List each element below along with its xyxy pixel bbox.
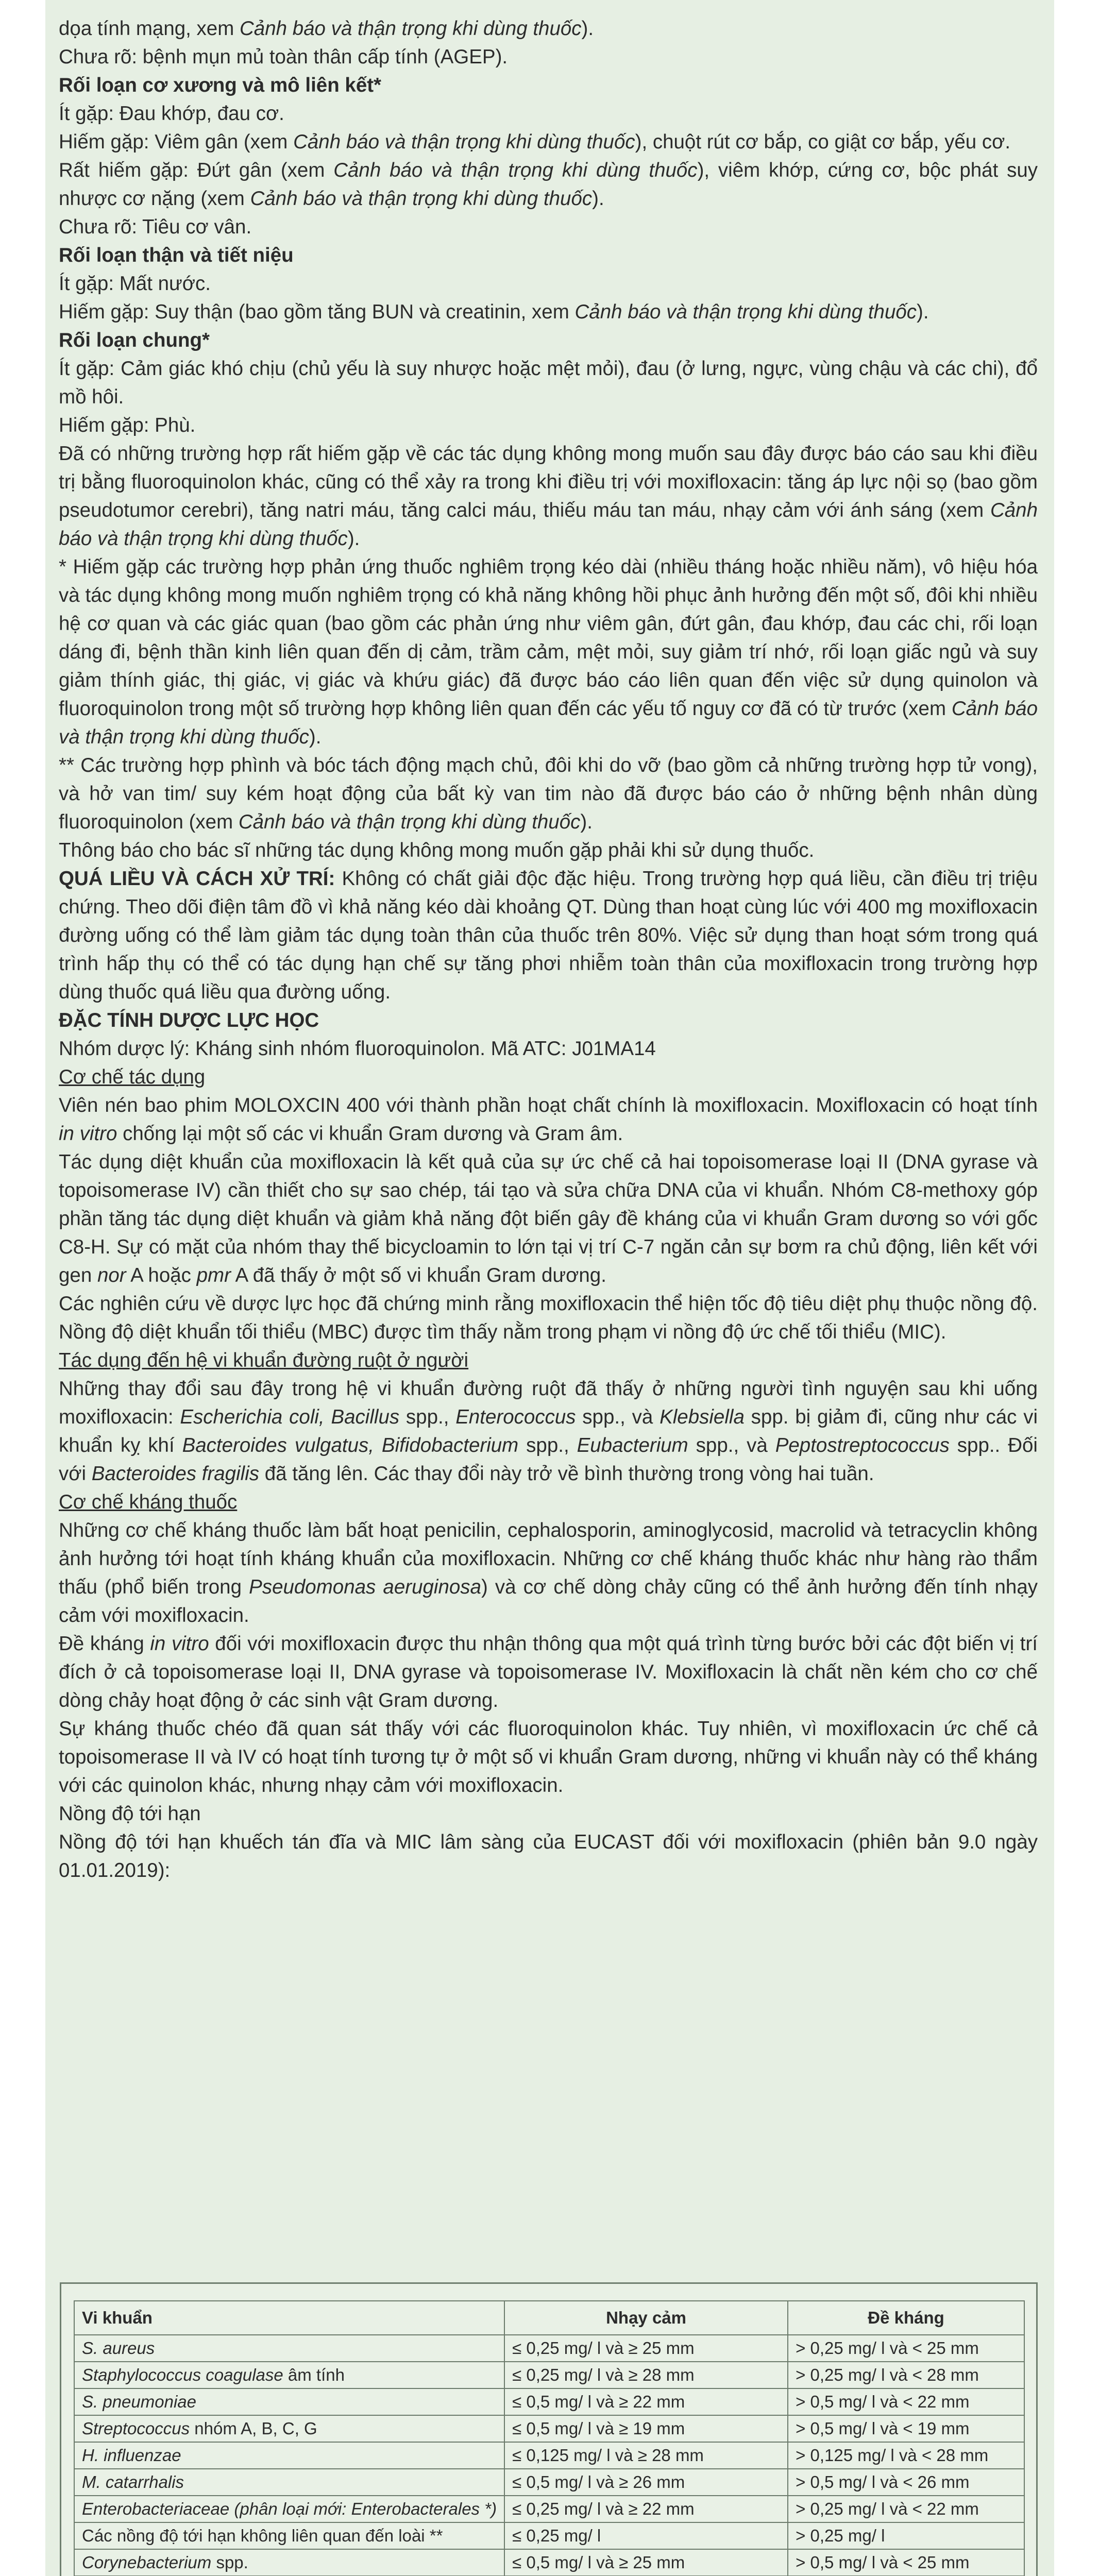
resistant-cell: > 0,25 mg/ l: [788, 2522, 1024, 2549]
text-run: ).: [581, 18, 594, 40]
organism-cell: [74, 2362, 504, 2388]
italic-text: Cảnh báo và thận trọng khi dùng thuốc: [250, 188, 593, 210]
text-line: [59, 14, 1038, 43]
text-paragraph: [59, 553, 1038, 751]
text-paragraph: [59, 1630, 1038, 1715]
text-run: spp., và: [576, 1406, 660, 1428]
organism-name: spp.: [211, 2553, 248, 2572]
text-line: [59, 1035, 1038, 1063]
text-paragraph: [59, 354, 1038, 411]
italic-text: Cảnh báo và thận trọng khi dùng thuốc: [59, 698, 1038, 748]
text-paragraph: [59, 1091, 1038, 1148]
text-run: A hoặc: [126, 1264, 197, 1286]
resistant-cell: > 0,25 mg/ l và < 28 mm: [788, 2362, 1024, 2388]
text-run: Đề kháng: [59, 1633, 150, 1655]
section-heading: [59, 1006, 1038, 1035]
column-header-organism: Vi khuẩn: [74, 2301, 504, 2335]
table-row: [74, 2549, 1024, 2576]
italic-text: Cảnh báo và thận trọng khi dùng thuốc: [59, 499, 1038, 550]
text-run: Ít gặp: Cảm giác khó chịu (chủ yếu là suy nhược hoặc mệt mỏi), đau (ở lưng, ngực, vùng chậu và các chi), đổ mồ hôi.: [59, 358, 1038, 408]
organism-name: S. pneumoniae: [82, 2392, 196, 2411]
text-run: Viên nén bao phim MOLOXCIN 400 với thành phần hoạt chất chính là moxifloxacin. Moxifloxacin có hoạt tính: [59, 1094, 1038, 1116]
text-run: Những cơ chế kháng thuốc làm bất hoạt penicilin, cephalosporin, aminoglycosid, macrolid và tetracyclin không ảnh hưởng tới hoạt tính kháng khuẩn của moxifloxacin. Những cơ chế kháng thuốc khác như hàng rào thẩm thấu (phổ biến trong: [59, 1519, 1038, 1598]
text-run: Đã có những trường hợp rất hiếm gặp về các tác dụng không mong muốn sau đây được báo cáo sau khi điều trị bằng fluoroquinolon khác, cũng có thể xảy ra trong khi điều trị với moxifloxacin: tăng áp lực nội sọ (bao gồm pseudotumor cerebri), tăng natri máu, tăng calci máu, thiếu máu tan máu, nhạy cảm với ánh sáng (xem: [59, 443, 1038, 521]
susceptible-cell: ≤ 0,25 mg/ l và ≥ 22 mm: [504, 2496, 788, 2522]
text-paragraph: [59, 1148, 1038, 1290]
italic-text: Eubacterium: [577, 1434, 688, 1456]
text-run: Chưa rõ: Tiêu cơ vân.: [59, 216, 252, 238]
text-line: [59, 411, 1038, 439]
table-row: [74, 2442, 1024, 2469]
italic-text: in vitro: [59, 1123, 117, 1145]
resistant-cell: > 0,5 mg/ l và < 22 mm: [788, 2388, 1024, 2415]
organism-cell: [74, 2388, 504, 2415]
susceptible-cell: ≤ 0,125 mg/ l và ≥ 28 mm: [504, 2442, 788, 2469]
italic-text: Cảnh báo và thận trọng khi dùng thuốc: [238, 811, 581, 833]
text-run: Ít gặp: Mất nước.: [59, 273, 211, 295]
text-run: Rất hiếm gặp: Đứt gân (xem: [59, 159, 334, 181]
text-run: spp., và: [688, 1434, 775, 1456]
text-run: Tác dụng đến hệ vi khuẩn đường ruột ở người: [59, 1349, 469, 1371]
resistant-cell: > 0,25 mg/ l và < 25 mm: [788, 2335, 1024, 2362]
organism-cell: [74, 2442, 504, 2469]
italic-text: pmr: [196, 1264, 231, 1286]
italic-text: Klebsiella: [660, 1406, 745, 1428]
column-header-susceptible: Nhạy cảm: [504, 2301, 788, 2335]
text-run: A đã thấy ở một số vi khuẩn Gram dương.: [230, 1264, 606, 1286]
table-row: [74, 2522, 1024, 2549]
text-run: ** Các trường hợp phình và bóc tách động mạch chủ, đôi khi do vỡ (bao gồm cả những trường hợp tử vong), và hở van tim/ suy kém hoạt động của bất kỳ van tim nào đã được báo cáo ở những bệnh nhân dùng fluoroquinolon (xem: [59, 754, 1038, 833]
susceptible-cell: ≤ 0,5 mg/ l và ≥ 19 mm: [504, 2415, 788, 2442]
text-line: [59, 1800, 1038, 1828]
text-line: [59, 298, 1038, 326]
text-run: Không có chất giải độc đặc hiệu. Trong trường hợp quá liều, cần điều trị triệu chứng. Theo dõi điện tâm đồ vì khả năng kéo dài khoảng QT. Dùng than hoạt cùng lúc với 400 mg moxifloxacin đường uống có thể làm giảm tác dụng toàn thân của thuốc trên 80%. Việc sử dụng than hoạt sớm trong quá trình hấp thụ có thể có tác dụng hạn chế sự tăng phơi nhiễm toàn thân của moxifloxacin trong trường hợp dùng thuốc quá liều qua đường uống.: [59, 868, 1038, 1003]
italic-text: Peptostreptococcus: [775, 1434, 950, 1456]
underlined-subheading: [59, 1488, 1038, 1516]
text-paragraph: [59, 156, 1038, 213]
text-paragraph: [59, 1828, 1038, 1885]
text-run: đối với moxifloxacin được thu nhận thông qua một quá trình từng bước bởi các đột biến vị trí đích ở cả topoisomerase loại II, DNA gyrase và topoisomerase IV. Moxifloxacin là chất nền kém cho cơ chế dòng chảy hoạt động ở các sinh vật Gram dương.: [59, 1633, 1038, 1711]
table-row: [74, 2335, 1024, 2362]
italic-text: Pseudomonas aeruginosa: [249, 1576, 481, 1598]
table-row: [74, 2415, 1024, 2442]
text-paragraph: [59, 128, 1038, 156]
susceptible-cell: ≤ 0,25 mg/ l: [504, 2522, 788, 2549]
text-run: Nồng độ tới hạn: [59, 1803, 201, 1825]
underlined-subheading: [59, 1063, 1038, 1091]
text-run: Sự kháng thuốc chéo đã quan sát thấy với các fluoroquinolon khác. Tuy nhiên, vì moxifloxacin ức chế cả topoisomerase II và IV có hoạt tính tương tự ở một số vi khuẩn Gram dương, những vi khuẩn này có thể kháng với các quinolon khác, nhưng nhạy cảm với moxifloxacin.: [59, 1718, 1038, 1797]
table-row: [74, 2362, 1024, 2388]
organism-name: Enterobacteriaceae (phân loại mới: Enterobacterales *): [82, 2499, 497, 2518]
resistant-cell: > 0,5 mg/ l và < 25 mm: [788, 2549, 1024, 2576]
text-run: Rối loạn cơ xương và mô liên kết*: [59, 74, 382, 96]
text-run: ĐẶC TÍNH DƯỢC LỰC HỌC: [59, 1009, 319, 1031]
text-run: đã tăng lên. Các thay đổi này trở về bình thường trong vòng hai tuần.: [259, 1463, 874, 1485]
text-run: Các nghiên cứu về dược lực học đã chứng minh rằng moxifloxacin thể hiện tốc độ tiêu diệt phụ thuộc nồng độ. Nồng độ diệt khuẩn tối thiểu (MBC) được tìm thấy nằm trong phạm vi nồng độ ức chế tối thiểu (MIC).: [59, 1293, 1038, 1343]
susceptible-cell: ≤ 0,5 mg/ l và ≥ 26 mm: [504, 2469, 788, 2496]
text-run: ), viêm khớp, cứng cơ, bộc phát suy nhược cơ nặng (xem: [59, 159, 1038, 210]
text-run: * Hiếm gặp các trường hợp phản ứng thuốc nghiêm trọng kéo dài (nhiều tháng hoặc nhiều năm), vô hiệu hóa và tác dụng không mong muốn nghiêm trọng có khả năng không hồi phục ảnh hưởng đến một số, đôi khi nhiều hệ cơ quan và các giác quan (bao gồm các phản ứng như viêm gân, đứt gân, đau khớp, đau các chi, rối loạn dáng đi, bệnh thần kinh liên quan đến dị cảm, trầm cảm, mệt mỏi, suy giảm trí nhớ, rối loạn giấc ngủ và suy giảm thính giác, thị giác, vị giác và khứu giác) đã được báo cáo liên quan đến việc sử dụng quinolon và fluoroquinolon trong một số trường hợp không liên quan đến các yếu tố nguy cơ đã có từ trước (xem: [59, 556, 1038, 720]
text-line: [59, 43, 1038, 71]
text-run: ).: [592, 188, 604, 210]
bold-label: QUÁ LIỀU VÀ CÁCH XỬ TRÍ:: [59, 868, 335, 890]
resistant-cell: > 0,5 mg/ l và < 19 mm: [788, 2415, 1024, 2442]
text-run: Cơ chế kháng thuốc: [59, 1491, 238, 1513]
text-run: Thông báo cho bác sĩ những tác dụng không mong muốn gặp phải khi sử dụng thuốc.: [59, 839, 815, 861]
organism-name: M. catarrhalis: [82, 2472, 184, 2492]
text-run: Rối loạn thận và tiết niệu: [59, 244, 294, 266]
organism-cell: [74, 2549, 504, 2576]
italic-text: Bacteroides vulgatus, Bifidobacterium: [182, 1434, 519, 1456]
text-run: ).: [347, 528, 360, 550]
subheading: [59, 71, 1038, 99]
text-line: [59, 99, 1038, 128]
italic-text: Cảnh báo và thận trọng khi dùng thuốc: [574, 301, 917, 323]
organism-name: nhóm A, B, C, G: [190, 2419, 317, 2438]
organism-name: Streptococcus: [82, 2419, 190, 2438]
organism-name: S. aureus: [82, 2338, 155, 2358]
text-run: Hiếm gặp: Viêm gân (xem: [59, 131, 294, 153]
text-line: [59, 836, 1038, 865]
table-header-row: [74, 2301, 1024, 2335]
text-run: ), chuột rút cơ bắp, co giật cơ bắp, yếu cơ.: [635, 131, 1011, 153]
organism-name: Staphylococcus coagulase: [82, 2365, 283, 2384]
table-row: [74, 2469, 1024, 2496]
italic-text: Cảnh báo và thận trọng khi dùng thuốc: [239, 18, 582, 40]
text-run: Hiếm gặp: Suy thận (bao gồm tăng BUN và creatinin, xem: [59, 301, 575, 323]
text-run: Rối loạn chung*: [59, 329, 210, 351]
text-run: ).: [580, 811, 593, 833]
organism-name: Các nồng độ tới hạn không liên quan đến loài **: [82, 2526, 443, 2545]
table-row: [74, 2496, 1024, 2522]
susceptible-cell: ≤ 0,25 mg/ l và ≥ 28 mm: [504, 2362, 788, 2388]
underlined-subheading: [59, 1346, 1038, 1375]
text-line: [59, 269, 1038, 298]
italic-text: Enterococcus: [455, 1406, 576, 1428]
text-run: spp.,: [518, 1434, 577, 1456]
text-run: spp.. Đối với: [59, 1434, 1038, 1485]
text-run: ) và cơ chế dòng chảy cũng có thể ảnh hưởng đến tính nhạy cảm với moxifloxacin.: [59, 1576, 1038, 1626]
resistant-cell: > 0,125 mg/ l và < 28 mm: [788, 2442, 1024, 2469]
text-paragraph: [59, 751, 1038, 836]
text-paragraph: [59, 439, 1038, 553]
breakpoint-table: [74, 2300, 1025, 2576]
susceptible-cell: ≤ 0,25 mg/ l và ≥ 25 mm: [504, 2335, 788, 2362]
text-run: Tác dụng diệt khuẩn của moxifloxacin là kết quả của sự ức chế cả hai topoisomerase loại II (DNA gyrase và topoisomerase IV) cần thiết cho sự sao chép, tái tạo và sửa chữa DNA của vi khuẩn. Nhóm C8-methoxy góp phần tăng tác dụng diệt khuẩn và giảm khả năng đột biến gây đề kháng của vi khuẩn Gram dương so với gốc C8-H. Sự có mặt của nhóm thay thế bicycloamin to lớn tại vị trí C-7 ngăn cản sự bơm ra chủ động, liên kết với gen: [59, 1151, 1038, 1286]
text-run: Những thay đổi sau đây trong hệ vi khuẩn đường ruột đã thấy ở những người tình nguyện sau khi uống moxifloxacin:: [59, 1378, 1038, 1428]
document-body: [59, 14, 1038, 1885]
italic-text: in vitro: [150, 1633, 209, 1655]
table-row: [74, 2388, 1024, 2415]
column-header-resistant: Đề kháng: [788, 2301, 1024, 2335]
overdose-paragraph: [59, 865, 1038, 1006]
resistant-cell: > 0,5 mg/ l và < 26 mm: [788, 2469, 1024, 2496]
susceptible-cell: ≤ 0,5 mg/ l và ≥ 25 mm: [504, 2549, 788, 2576]
resistant-cell: > 0,25 mg/ l và < 22 mm: [788, 2496, 1024, 2522]
text-line: [59, 213, 1038, 241]
organism-cell: [74, 2415, 504, 2442]
text-run: Chưa rõ: bệnh mụn mủ toàn thân cấp tính (AGEP).: [59, 46, 508, 68]
subheading: [59, 241, 1038, 269]
italic-text: Bacteroides fragilis: [91, 1463, 260, 1485]
text-paragraph: [59, 1290, 1038, 1346]
text-run: spp.,: [399, 1406, 456, 1428]
organism-name: âm tính: [283, 2365, 345, 2384]
text-paragraph: [59, 1516, 1038, 1630]
italic-text: Cảnh báo và thận trọng khi dùng thuốc: [293, 131, 635, 153]
breakpoint-table-box: [60, 2282, 1038, 2576]
document-sheet: [45, 0, 1054, 2576]
text-run: spp. bị giảm đi, cũng như các vi khuẩn kỵ khí: [59, 1406, 1038, 1456]
italic-text: nor: [97, 1264, 126, 1286]
text-paragraph: [59, 1715, 1038, 1800]
organism-cell: [74, 2496, 504, 2522]
text-run: Cơ chế tác dụng: [59, 1066, 206, 1088]
organism-name: Corynebacterium: [82, 2553, 212, 2572]
text-paragraph: [59, 1375, 1038, 1488]
subheading: [59, 326, 1038, 354]
organism-cell: [74, 2335, 504, 2362]
text-run: ).: [917, 301, 929, 323]
organism-cell: [74, 2469, 504, 2496]
text-run: Nhóm dược lý: Kháng sinh nhóm fluoroquinolon. Mã ATC: J01MA14: [59, 1038, 656, 1060]
italic-text: Cảnh báo và thận trọng khi dùng thuốc: [333, 159, 698, 181]
text-run: ).: [309, 726, 322, 748]
text-run: Nồng độ tới hạn khuếch tán đĩa và MIC lâm sàng của EUCAST đối với moxifloxacin (phiên bản 9.0 ngày 01.01.2019):: [59, 1831, 1038, 1882]
organism-cell: [74, 2522, 504, 2549]
organism-name: H. influenzae: [82, 2446, 181, 2465]
susceptible-cell: ≤ 0,5 mg/ l và ≥ 22 mm: [504, 2388, 788, 2415]
text-run: Ít gặp: Đau khớp, đau cơ.: [59, 103, 284, 125]
text-run: dọa tính mạng, xem: [59, 18, 240, 40]
text-run: chống lại một số các vi khuẩn Gram dương và Gram âm.: [117, 1123, 623, 1145]
text-run: Hiếm gặp: Phù.: [59, 414, 196, 436]
italic-text: Escherichia coli, Bacillus: [180, 1406, 400, 1428]
